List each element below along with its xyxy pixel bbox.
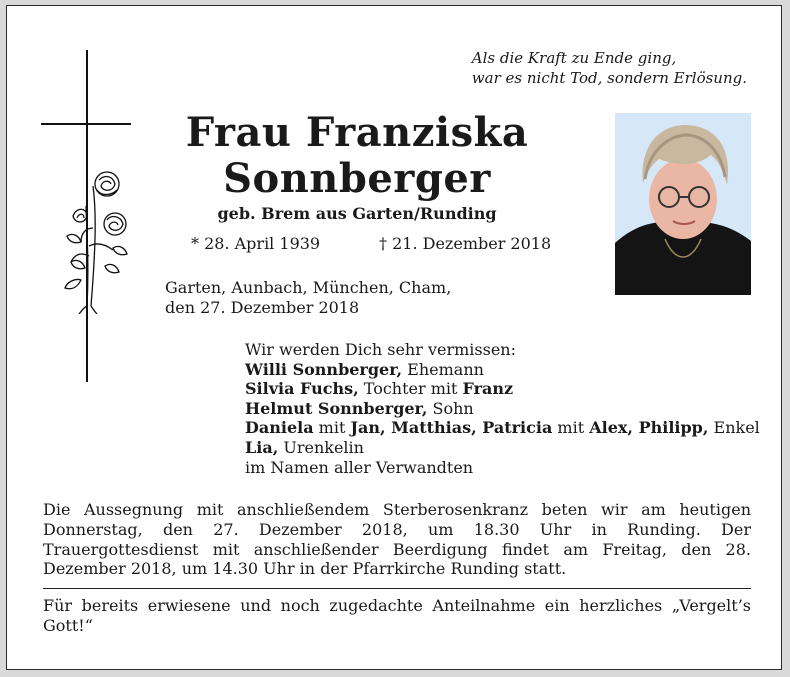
motto-line-2: war es nicht Tod, sondern Erlösung. [471,69,747,87]
portrait-image [615,113,751,295]
divider-line [43,588,751,589]
survivors-intro: Wir werden Dich sehr vermissen: [245,340,516,359]
cross-horizontal-bar [41,123,131,125]
survivor-son: Helmut Sonnberger, Sohn [245,398,474,418]
motto-line-1: Als die Kraft zu Ende ging, [471,49,677,67]
birth-date: * 28. April 1939 [191,234,321,253]
funeral-notice: Die Aussegnung mit anschließendem Sterberosenkranz beten wir am heutigen Donnerstag, den 27. Dezember 2018, um 18.30 Uhr in Runding. Der Trauergottesdienst mit anschließender Beerdigung findet am Freitag, den 28. Dezember 2018, um 14.30 Uhr in der Pfarrkirche Runding statt. [43,500,751,579]
survivor-spouse: Willi Sonnberger, Ehemann [245,359,484,379]
obituary-card [6,5,782,670]
survivor-great-grandchild: Lia, Urenkelin [245,437,364,457]
survivor-daughter: Silvia Fuchs, Tochter mit Franz [245,379,514,399]
survivors-list [245,340,760,477]
place-line-2: den 27. Dezember 2018 [165,298,360,317]
place-line-1: Garten, Aunbach, München, Cham, [165,278,452,297]
name-line-1: Frau Franziska [185,109,529,156]
place-date [165,278,451,318]
survivor-grandchildren: Daniela mit Jan, Matthias, Patricia mit Alex, Philipp, Enkel [245,418,760,438]
motto-quote [472,48,747,88]
birth-name-origin: geb. Brem aus Garten/Runding [217,204,497,223]
portrait-photo [615,113,751,295]
thanks-note: Für bereits erwiesene und noch zugedachte Anteilnahme ein herzliches „Vergelt’s Gott!“ [43,596,751,635]
deceased-name [167,110,547,202]
roses-icon [53,166,133,314]
survivors-closing: im Namen aller Verwandten [245,457,474,477]
name-line-2: Sonnberger [223,155,491,202]
death-date: † 21. Dezember 2018 [379,234,552,253]
